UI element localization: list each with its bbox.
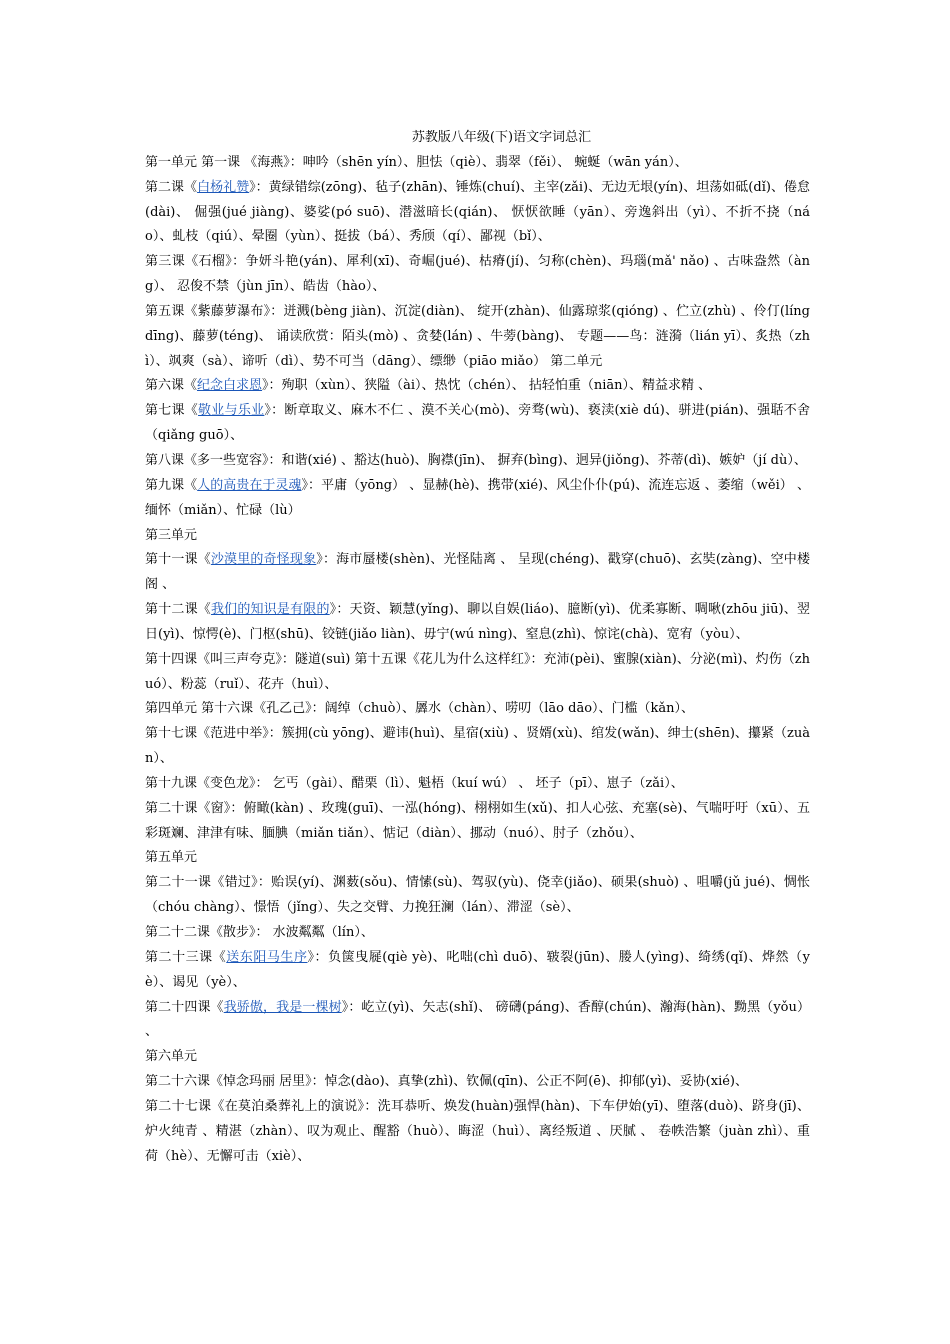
paragraph-text: 》：平庸（yōng） 、显赫(hè)、携带(xié)、风尘仆仆(pú)、流连忘返 、萎缩（wěi） 、缅怀（miǎn）、忙碌（lù） xyxy=(145,477,810,518)
lesson-title-link[interactable]: 沙漠里的奇怪现象 xyxy=(210,552,317,568)
paragraph-text: 》：断章取义、麻木不仁 、漠不关心(mò)、旁骛(wù)、亵渎(xiè dú)、骈进(pián)、强聒不舍（qiǎng guō）、 xyxy=(145,403,810,444)
vocab-paragraph xyxy=(145,946,810,996)
paragraph-text: 第三单元 xyxy=(145,527,198,543)
document-page xyxy=(145,126,810,1169)
paragraph-text: 第七课《 xyxy=(145,403,199,419)
vocab-paragraph xyxy=(145,921,810,946)
vocab-paragraph xyxy=(145,772,810,797)
paragraph-text: 第十一课《 xyxy=(145,552,211,568)
vocab-paragraph xyxy=(145,871,810,921)
paragraph-text: 第二十一课《错过》：贻误(yí)、渊薮(sǒu)、情愫(sù)、驾驭(yù)、侥幸(jiǎo)、硕果(shuò) 、咀嚼(jǔ jué)、惆怅（chóu chàng）、憬悟（jǐng）、失之交臂、力挽狂澜（lán）、滞涩（sè）、 xyxy=(145,875,810,916)
vocab-paragraph xyxy=(145,1095,810,1170)
vocab-paragraph xyxy=(145,250,810,300)
paragraph-text: 第一单元 第一课 《海燕》：呻吟（shēn yín）、胆怯（qiè）、翡翠（fěi）、 蜿蜒（wān yán）、 xyxy=(145,154,688,170)
paragraph-text: 第五单元 xyxy=(145,850,198,866)
lesson-title-link[interactable]: 纪念白求恩 xyxy=(197,378,263,394)
vocab-paragraph xyxy=(145,1070,810,1095)
paragraph-text: 第八课《多一些宽容》：和谐(xié) 、豁达(huò)、胸襟(jīn)、 摒弃(bìng)、迥异(jiǒng)、芥蒂(dì)、嫉妒（jí dù）、 xyxy=(145,452,807,468)
vocab-paragraph xyxy=(145,548,810,598)
vocab-paragraph xyxy=(145,648,810,698)
lesson-title-link[interactable]: 敬业与乐业 xyxy=(198,403,265,419)
vocab-paragraph xyxy=(145,996,810,1046)
lesson-title-link[interactable]: 我们的知识是有限的 xyxy=(210,602,330,618)
vocab-paragraph xyxy=(145,449,810,474)
vocab-paragraph xyxy=(145,722,810,772)
paragraph-text: 第二十三课《 xyxy=(145,949,227,965)
paragraph-text: 第二十课《窗》：俯瞰(kàn) 、玫瑰(guī)、一泓(hóng)、栩栩如生(xǔ)、扣人心弦、充塞(sè)、气喘吁吁（xū）、五彩斑斓、津津有味、腼腆（miǎn tiǎn）、惦记（diàn）、挪动（nuó）、肘子（zhǒu）、 xyxy=(145,800,810,841)
paragraph-text: 第六课《 xyxy=(145,378,198,394)
vocab-paragraph xyxy=(145,697,810,722)
paragraph-text: 第十二课《 xyxy=(145,602,211,618)
lesson-title-link[interactable]: 我骄傲，我是一棵树 xyxy=(223,999,342,1015)
paragraph-text: 第十四课《叫三声夸克》：隧道(suì) 第十五课《花儿为什么这样红》：充沛(pèi)、蜜腺(xiàn)、分泌(mì)、灼伤（zhuó）、粉蕊（ruǐ）、花卉（huì）、 xyxy=(145,651,810,692)
paragraph-text: 》：屹立(yì)、矢志(shǐ)、 磅礴(páng)、香醇(chún)、瀚海(hàn)、黝黑（yǒu） 、 xyxy=(145,999,810,1040)
lesson-title-link[interactable]: 送东阳马生序 xyxy=(226,949,308,965)
vocab-paragraph xyxy=(145,300,810,375)
vocab-paragraph xyxy=(145,598,810,648)
paragraph-text: 第二十四课《 xyxy=(145,999,224,1015)
vocab-paragraph xyxy=(145,846,810,871)
lesson-title-link[interactable]: 人的高贵在于灵魂 xyxy=(197,477,302,493)
paragraph-text: 第十九课《变色龙》： 乞丐（gài）、醋栗（lì）、魁梧（kuí wú） 、 坯子（pī）、崽子（zǎi）、 xyxy=(145,775,684,791)
paragraph-text: 》：海市蜃楼(shèn)、光怪陆离 、 呈现(chéng)、戳穿(chuō)、玄奘(zàng)、空中楼阁 、 xyxy=(145,552,810,593)
paragraph-text: 》：黄绿错综(zōng)、毡子(zhān)、锤炼(chuí)、主宰(zǎi)、无边无垠(yín)、坦荡如砥(dǐ)、倦怠(dài)、 倔强(jué jiàng)、婆娑(pó suō)、潜滋暗长(qián)、 恹恹欲睡（yān）、旁逸斜出（yì）、不折不挠（náo）、虬枝（qiú）、晕圈（yùn）、挺拔（bá）、秀颀（qí）、鄙视（bǐ）、 xyxy=(145,179,810,245)
paragraph-text: 》：殉职（xùn）、狭隘（ài）、热忱（chén）、 拈轻怕重（niān）、精益求精 、 xyxy=(262,378,712,394)
vocab-paragraph xyxy=(145,399,810,449)
paragraph-text: 第十七课《范进中举》：簇拥(cù yōng)、避讳(huì)、星宿(xiù) 、贤婿(xù)、绾发(wǎn)、绅士(shēn)、攥紧（zuàn）、 xyxy=(145,726,810,767)
paragraph-text: 第二十七课《在莫泊桑葬礼上的演说》：洗耳恭听、焕发(huàn)强悍(hàn)、下车伊始(yī)、堕落(duò)、跻身(jī)、炉火纯青 、精湛（zhàn）、叹为观止、醒豁（huò）、晦涩（huì）、离经叛道 、厌腻 、 卷帙浩繁（juàn zhì）、重荷（hè）、无懈可击（xiè）、 xyxy=(145,1098,810,1164)
paragraph-text: 第九课《 xyxy=(145,477,198,493)
vocab-paragraph xyxy=(145,176,810,251)
vocab-paragraph xyxy=(145,374,810,399)
paragraph-text: 第四单元 第十六课《孔乙己》：阔绰（chuò）、羼水（chàn）、唠叨（lāo dāo）、门槛（kǎn）、 xyxy=(145,701,695,717)
document-title: 苏教版八年级(下)语文字词总汇 xyxy=(411,130,592,145)
vocab-paragraph xyxy=(145,1045,810,1070)
paragraph-text: 第六单元 xyxy=(145,1049,198,1065)
paragraph-text: 》：负箧曳屣(qiè yè)、叱咄(chì duō)、皲裂(jūn)、媵人(yìng)、绮绣(qǐ)、烨然（yè）、谒见（yè）、 xyxy=(145,949,810,990)
paragraph-text: 第二课《 xyxy=(145,179,198,195)
vocab-paragraph xyxy=(145,151,810,176)
vocab-paragraph xyxy=(145,524,810,549)
document-body xyxy=(145,151,810,1170)
vocab-paragraph xyxy=(145,474,810,524)
paragraph-text: 第二十六课《悼念玛丽 居里》：悼念(dào)、真挚(zhì)、钦佩(qīn)、公正不阿(ē)、抑郁(yì)、妥协(xié)、 xyxy=(145,1074,749,1090)
paragraph-text: 第二十二课《散步》： 水波粼粼（lín）、 xyxy=(145,925,374,940)
paragraph-text: 第三课《石榴》：争妍斗艳(yán)、犀利(xī)、奇崛(jué)、枯瘠(jí)、匀称(chèn)、玛瑙(mǎ' nǎo) 、古味盎然（àng）、 忍俊不禁（jùn jīn）、皓齿（hào）、 xyxy=(145,254,810,295)
lesson-title-link[interactable]: 白杨礼赞 xyxy=(197,179,250,195)
paragraph-text: 第五课《紫藤萝瀑布》：迸溅(bèng jiàn)、沉淀(diàn)、 绽开(zhàn)、仙露琼浆(qióng) 、伫立(zhù) 、伶仃(líng dīng)、藤萝(téng)、 诵读欣赏：陌头(mò) 、贪婪(lán) 、牛蒡(bàng)、 专题——鸟：涟漪（lián yī）、炙热（zhì）、飒爽（sà）、谛听（dì）、势不可当（dāng）、缥缈（piāo miǎo） 第二单元 xyxy=(145,303,810,369)
vocab-paragraph xyxy=(145,797,810,847)
paragraph-text: 》：天资、颖慧(yǐng)、聊以自娱(liáo)、臆断(yì)、优柔寡断、啁啾(zhōu jiū)、翌日(yì)、惊愕(è)、门枢(shū)、铰链(jiǎo liàn)、毋宁(wú nìng)、窒息(zhì)、惊诧(chà)、宽宥（yòu）、 xyxy=(145,602,810,642)
